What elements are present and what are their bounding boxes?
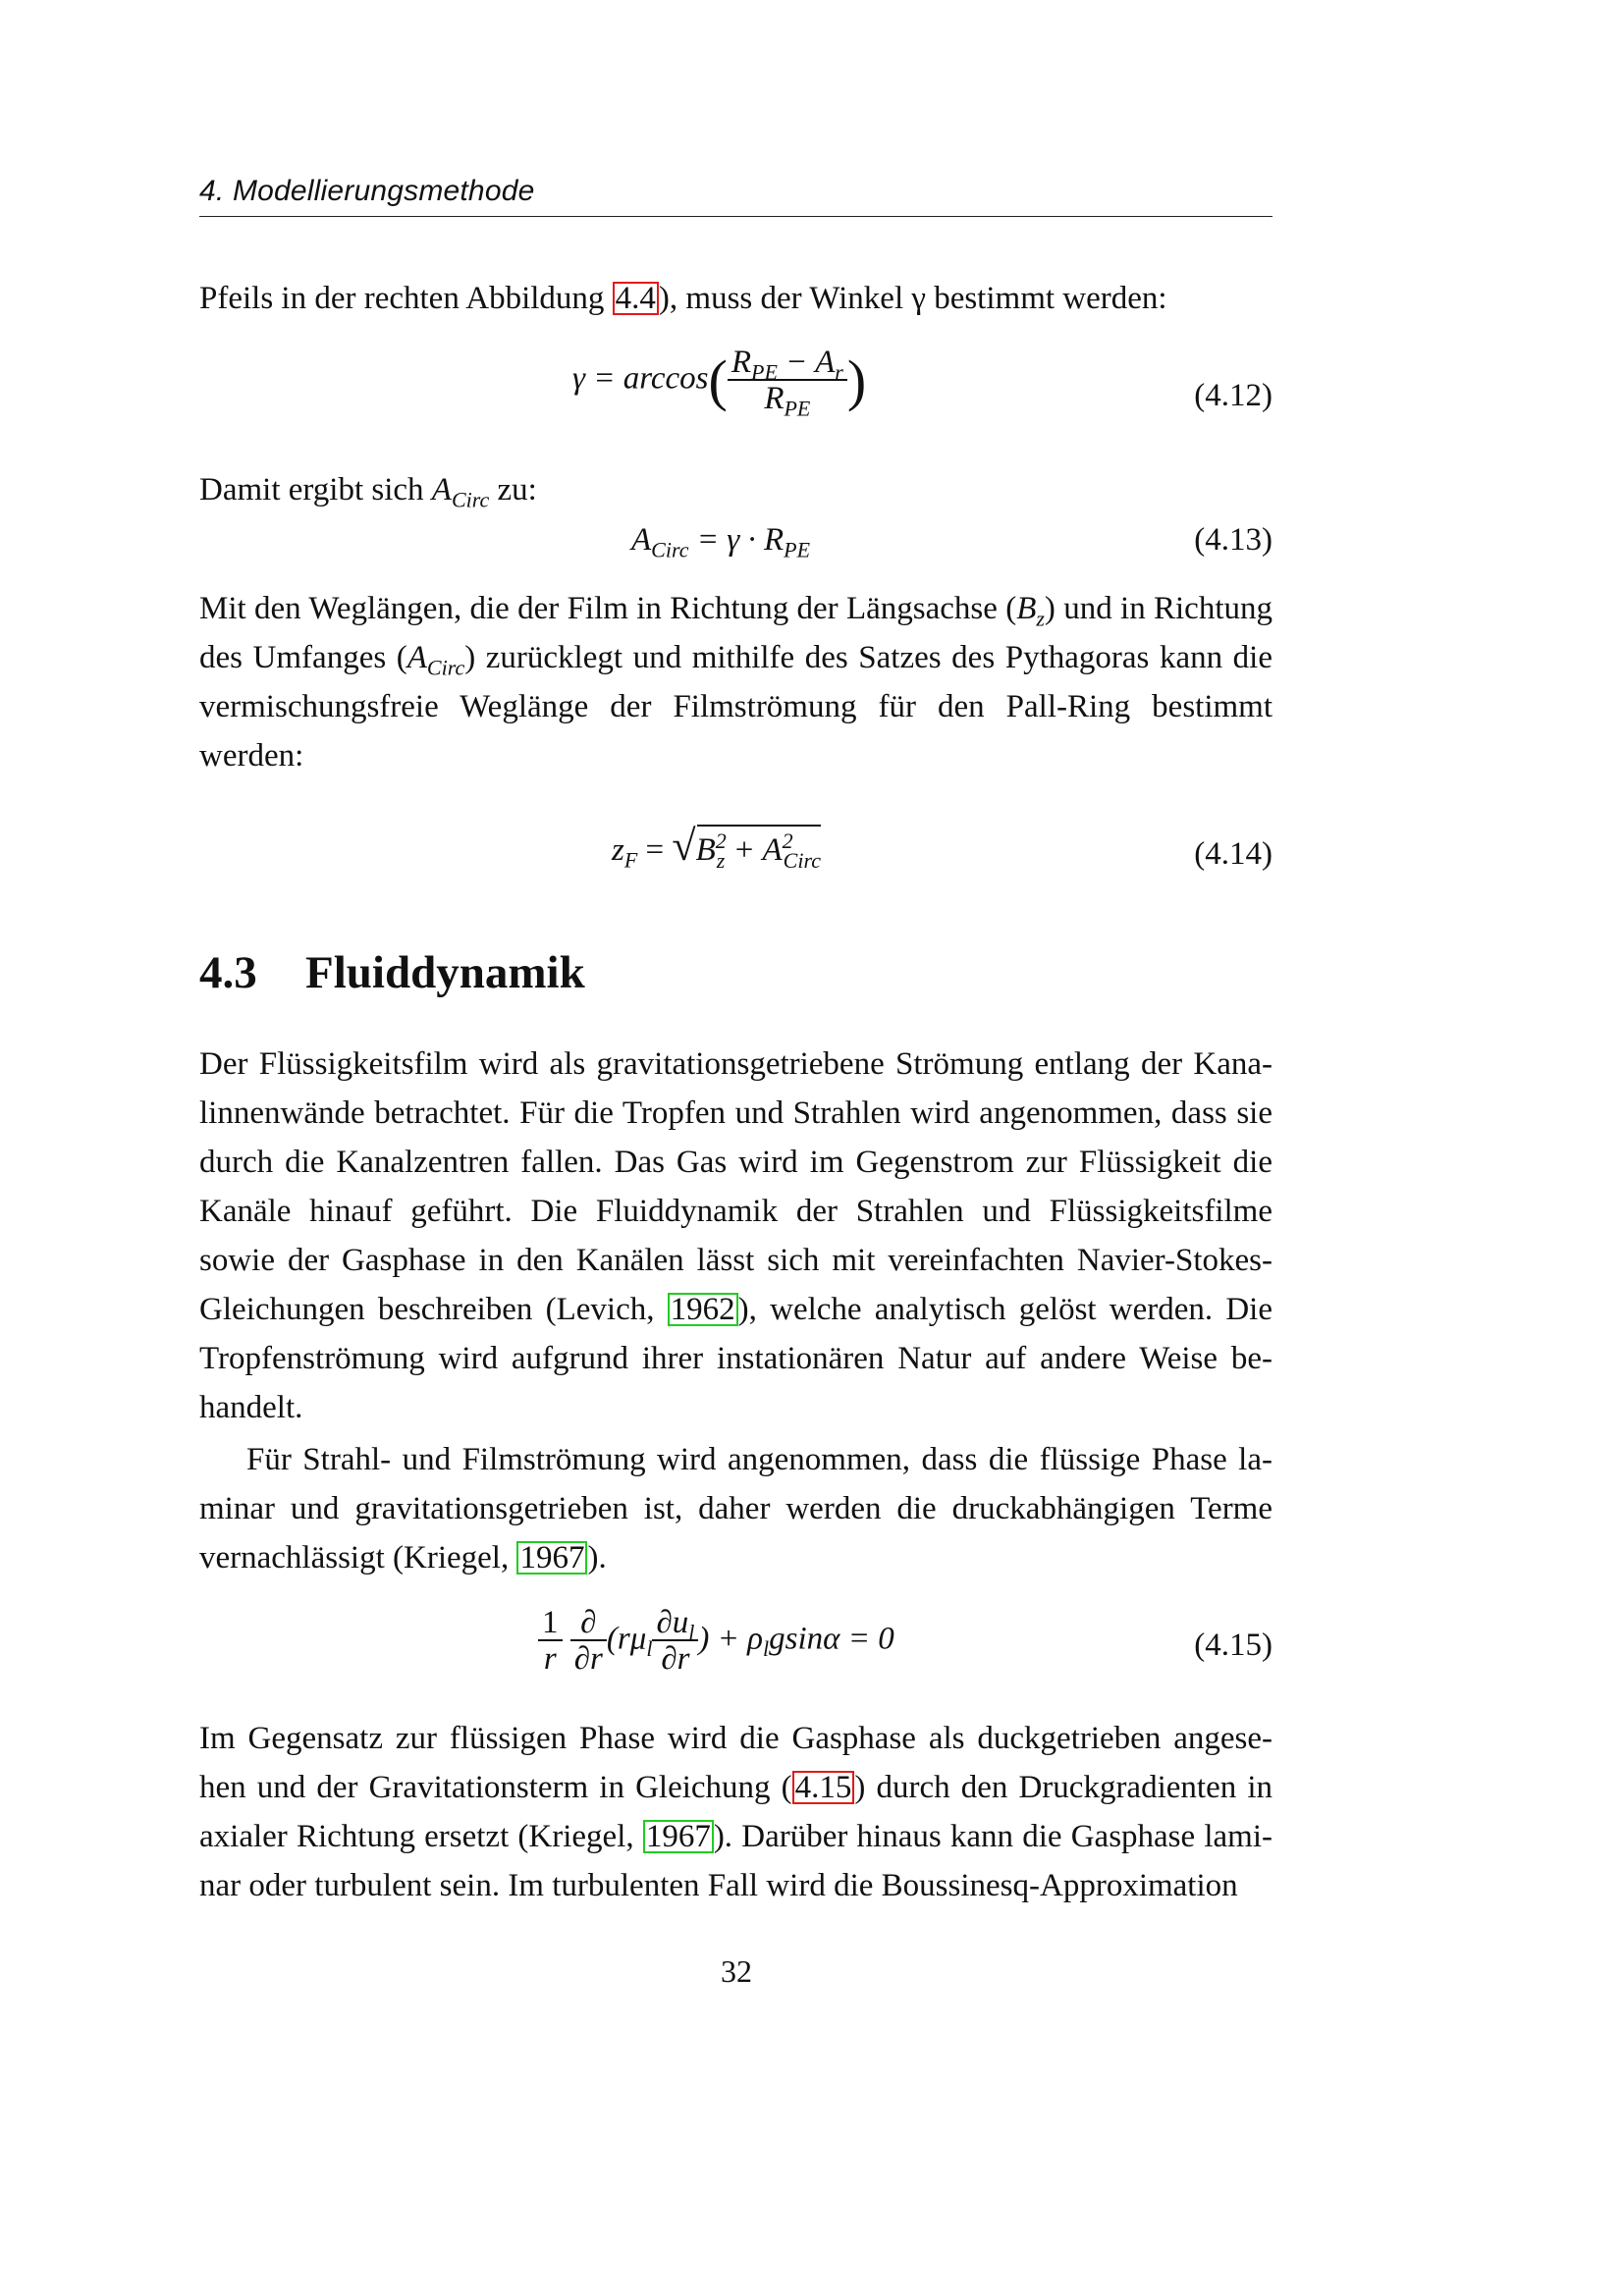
paragraph-text: Mit den Weglängen, die der Film in Richtung der Längsachse ( bbox=[199, 591, 1017, 626]
header-rule bbox=[199, 216, 1272, 217]
equation-number: (4.15) bbox=[1194, 1628, 1272, 1663]
paragraph-intro bbox=[199, 274, 1272, 323]
paragraph-fluiddynamik bbox=[199, 1040, 1272, 1432]
citation-link[interactable]: 1967 bbox=[643, 1820, 714, 1853]
section-heading bbox=[199, 946, 585, 999]
equation-number: (4.12) bbox=[1194, 378, 1272, 413]
paragraph-text: Im Gegensatz zur flüssigen Phase wird die Gasphase als duckgetrieben angese-hen und der Gravitationsterm in Gleichung ( bbox=[199, 1721, 1272, 1805]
paragraph-text: ) zurücklegt und mithilfe des Satzes des Pythagoras kann die vermischungsfreie Weglänge der Filmströmung für den Pall-Ring bestimmt werden: bbox=[199, 640, 1272, 774]
equation-4-15 bbox=[199, 1606, 1272, 1694]
right-paren: ) bbox=[846, 348, 867, 412]
paragraph-weglaenge bbox=[199, 584, 1272, 780]
page-number: 32 bbox=[721, 1953, 752, 1989]
equation-4-13 bbox=[199, 514, 1272, 563]
fraction: $\frac{1}{r}$ bbox=[538, 1606, 563, 1677]
equation-body: $\frac{1}{r}$ $\frac{\partial}{\partial r}$ ($r\mu_l$ $\frac{\partial u_l}{\partial r}$ ) + $\rho_lgsin\alpha = 0$ bbox=[538, 1606, 894, 1677]
paragraph-text: Für Strahl- und Filmströmung wird angenommen, dass die flüssige Phase la-minar und gravitationsgetrieben ist, daher werden die druckabhängigen Terme vernachlässigt (Kriegel, bbox=[199, 1442, 1272, 1575]
paragraph-text: ) und in Richtung des Umfanges ( bbox=[199, 591, 1272, 675]
equation-number: (4.13) bbox=[1194, 522, 1272, 558]
paragraph-text: Damit ergibt sich bbox=[199, 472, 432, 507]
citation-link[interactable]: 1967 bbox=[516, 1541, 587, 1575]
paragraph-text: Der Flüssigkeitsfilm wird als gravitationsgetriebene Strömung entlang der Kana-linnenwände betrachtet. Für die Tropfen und Strahlen wird angenommen, dass sie durch die Kanalzentren fallen. Das Gas wird im Gegenstrom zur Flüssigkeit die Kanäle hinauf geführt. Die Fluiddynamik der Strahlen und Flüssigkeitsfilme sowie der Gasphase in den Kanälen lässt sich mit vereinfachten Navier-Stokes-Gleichungen beschreiben (Levich, bbox=[199, 1046, 1272, 1327]
square-root: $√B^2_z + A^2_{Circ}$ bbox=[672, 822, 821, 873]
paragraph-text: ). bbox=[587, 1540, 607, 1575]
equation-body bbox=[572, 345, 867, 421]
paragraph-gasphase bbox=[199, 1714, 1272, 1910]
math-symbol: $A_{Circ}$ bbox=[431, 472, 490, 512]
equation-4-12 bbox=[199, 346, 1272, 444]
math-symbol: $B_z$ bbox=[1016, 591, 1045, 631]
fraction-numerator: $R_{PE} - A_r$ bbox=[728, 346, 847, 381]
paragraph-text: zu: bbox=[489, 472, 537, 507]
section-title: Fluiddynamik bbox=[305, 947, 585, 998]
citation-link[interactable]: 1962 bbox=[668, 1293, 738, 1326]
figure-link[interactable]: 4.4 bbox=[613, 282, 659, 315]
equation-4-14 bbox=[199, 817, 1272, 885]
equation-number: (4.14) bbox=[1194, 836, 1272, 872]
paragraph-text: ), welche analytisch gelöst werden. Die Tropfenströmung wird aufgrund ihrer instationären Natur auf andere Weise be-handelt. bbox=[199, 1292, 1272, 1425]
paragraph-text: ) durch den Druckgradienten in axialer Richtung ersetzt (Kriegel, bbox=[199, 1770, 1272, 1854]
paragraph-text: ), muss der Winkel γ bestimmt werden: bbox=[658, 281, 1167, 316]
equation-body: $z_F$ = $√B^2_z + A^2_{Circ}$ bbox=[612, 822, 821, 873]
fraction-denominator: $R_{PE}$ bbox=[764, 381, 811, 421]
paragraph-damit bbox=[199, 465, 1272, 514]
fraction: $\frac{\partial}{\partial r}$ bbox=[570, 1606, 607, 1677]
left-paren: ( bbox=[708, 348, 728, 412]
paragraph-text: Pfeils in der rechten Abbildung bbox=[199, 281, 613, 316]
equation-lhs: γ = arccos bbox=[572, 360, 709, 397]
equation-body: $A_{Circ} = \gamma \cdot R_{PE}$ bbox=[631, 522, 811, 562]
fraction: $\frac{\partial u_l}{\partial r}$ bbox=[652, 1606, 698, 1677]
paragraph-strahl bbox=[199, 1435, 1272, 1582]
math-symbol: $A_{Circ}$ bbox=[406, 640, 465, 680]
paragraph-text: ). Darüber hinaus kann die Gasphase lami-nar oder turbulent sein. Im turbulenten Fall wird die Boussinesq-Approximation bbox=[199, 1819, 1272, 1903]
section-number: 4.3 bbox=[199, 947, 257, 998]
fraction bbox=[728, 345, 847, 421]
running-header: 4. Modellierungsmethode bbox=[199, 175, 535, 207]
equation-link[interactable]: 4.15 bbox=[792, 1771, 855, 1804]
